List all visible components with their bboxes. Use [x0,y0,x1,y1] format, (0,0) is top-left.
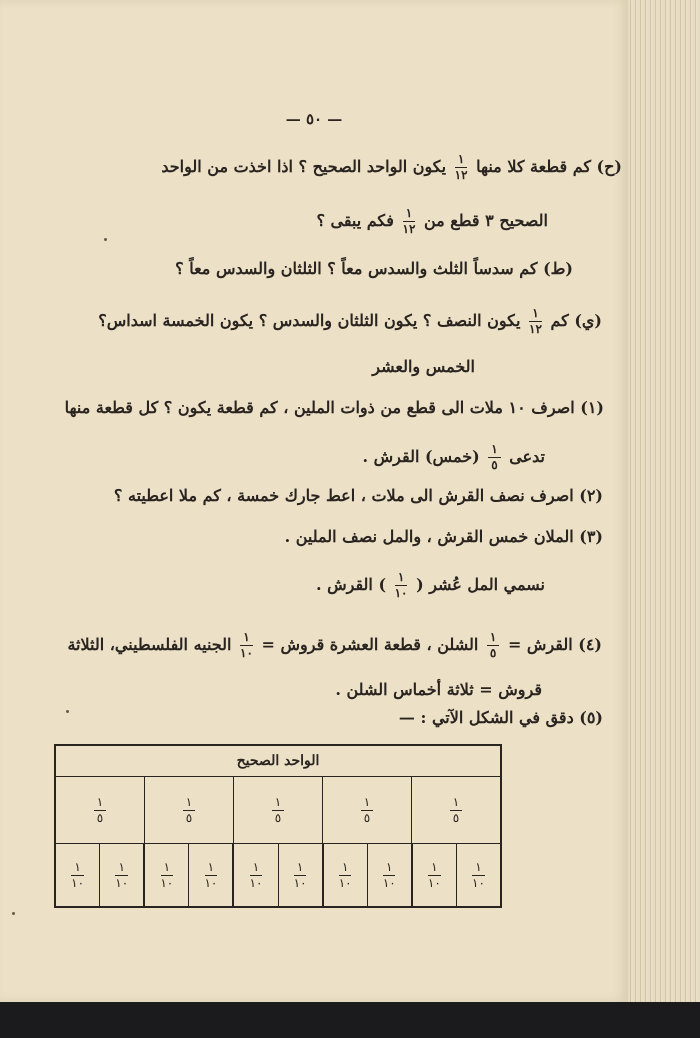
line-e2: (٢) اصرف نصف القرش الى ملات ، اعط جارك خمسة ، كم ملا اعطيته ؟ [113,486,603,505]
ink-speck [12,912,15,915]
tenth-cell: $\frac{١}{١٠}$ [71,860,85,890]
line-e1b: تدعى $\frac{١}{٥}$ (خمس) القرش . [362,442,545,472]
line-t1: (ط) كم سدساً الثلث والسدس معاً ؟ الثلثان والسدس معاً ؟ [175,259,573,278]
fifth-cell: $\frac{١}{٥}$ [233,777,322,843]
fraction: $\frac{١}{١٢}$ [402,206,416,236]
fifth-cell: $\frac{١}{٥}$ [322,777,411,843]
line-e3b: نسمي المل عُشر ( $\frac{١}{١٠}$ ) القرش . [315,570,545,600]
line-h1b: الصحيح ٣ قطع من $\frac{١}{١٢}$ فكم يبقى ؟ [316,206,548,236]
line-h1a: (ح) كم قطعة كلا منها $\frac{١}{١٢}$ يكون الواحد الصحيح ؟ اذا اخذت من الواحد [161,152,622,182]
line-y1a: (ي) كم $\frac{١}{١٢}$ يكون النصف ؟ يكون الثلثان والسدس ؟ يكون الخمسة اسداس؟ [98,306,602,336]
line-e4a: (٤) القرش = $\frac{١}{٥}$ الشلن ، قطعة العشرة قروش = $\frac{١}{١٠}$ الجنيه الفلسطيني، الثلاثة [67,630,602,660]
fifth-cell: $\frac{١}{٥}$ [144,777,233,843]
fraction: $\frac{١}{٥}$ [488,442,500,473]
line-e3: (٣) الملان خمس القرش ، والمل نصف الملين . [284,527,603,546]
tenth-cell: $\frac{١}{١٠}$ [232,844,277,907]
section-heading: الخمس والعشر [372,357,475,376]
background-surface [0,1002,700,1038]
fifths-row [56,777,500,844]
fraction: $\frac{١}{٥}$ [487,630,499,661]
line-e1a: (١) اصرف ١٠ ملات الى قطع من ذوات الملين ، كم قطعة يكون ؟ كل قطعة منها [64,398,604,417]
line-e5: (٥) دقق في الشكل الآتي : — [398,708,603,727]
fraction: $\frac{١}{١٠}$ [240,630,253,660]
fraction: $\frac{١}{١٢}$ [454,152,468,182]
ink-speck [66,710,69,713]
line-e4b: قروش = ثلاثة أخماس الشلن . [335,680,542,699]
fraction: $\frac{١}{١٢}$ [529,306,542,336]
tenth-cell: $\frac{١}{١٠}$ [367,844,411,907]
tenth-cell: $\frac{١}{١٠}$ [143,844,188,907]
fraction-table [54,744,502,908]
page-edges [628,0,700,1005]
tenth-cell: $\frac{١}{١٠}$ [411,844,456,907]
tenth-cell: $\frac{١}{١٠}$ [322,844,367,907]
tenth-cell: $\frac{١}{١٠}$ [99,844,143,907]
tenth-cell: $\frac{١}{١٠}$ [456,844,500,907]
table-title: الواحد الصحيح [56,746,500,777]
page-number: — ٥٠ — [285,110,343,128]
tenth-cell: $\frac{١}{١٠}$ [278,844,322,907]
fraction: $\frac{١}{١٠}$ [394,570,408,600]
ink-speck [104,238,107,241]
fifth-cell: $\frac{١}{٥}$ [56,777,144,843]
tenth-cell: $\frac{١}{١٠}$ [188,844,232,907]
tenths-row [56,844,500,907]
fifth-cell: $\frac{١}{٥}$ [411,777,500,843]
